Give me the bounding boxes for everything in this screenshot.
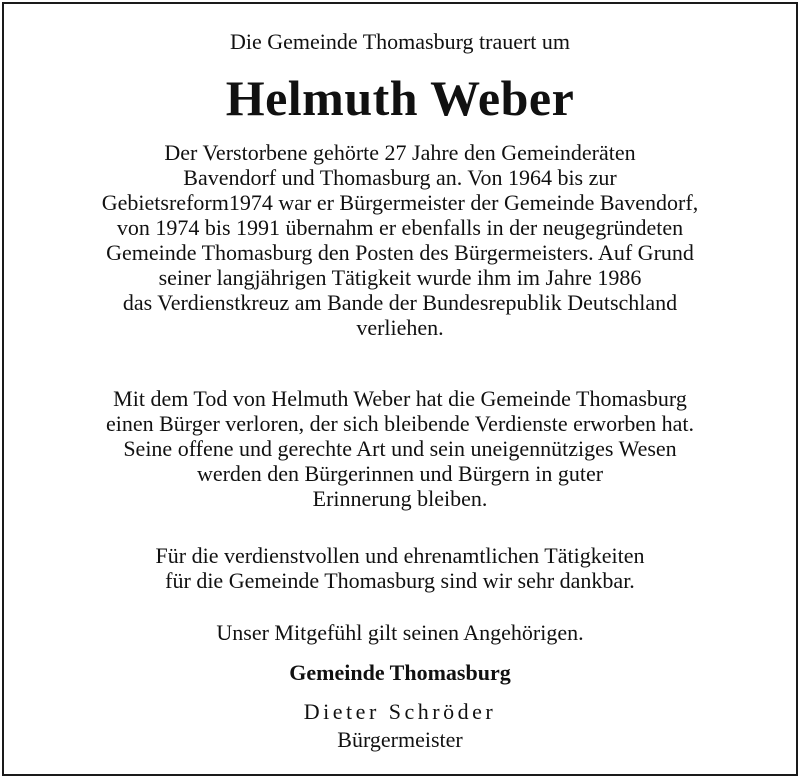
tribute-paragraph-gratitude <box>0 543 800 593</box>
signer-role: Bürgermeister <box>337 727 463 752</box>
text-line: Mit dem Tod von Helmuth Weber hat die Gemeinde Thomasburg <box>113 386 687 411</box>
tribute-paragraph-legacy <box>0 386 800 511</box>
text-line: Erinnerung bleiben. <box>312 486 488 511</box>
text-line: seiner langjährigen Tätigkeit wurde ihm im Jahre 1986 <box>158 265 642 290</box>
text-line: Gemeinde Thomasburg den Posten des Bürgermeisters. Auf Grund <box>106 240 694 265</box>
text-line: Der Verstorbene gehörte 27 Jahre den Gemeinderäten <box>164 140 636 165</box>
tribute-paragraph-career <box>0 140 800 340</box>
text-line: von 1974 bis 1991 übernahm er ebenfalls in der neugegründeten <box>116 215 684 240</box>
text-line: einen Bürger verloren, der sich bleibende Verdienste erworben hat. <box>105 411 695 436</box>
notice-intro: Die Gemeinde Thomasburg trauert um <box>229 29 571 54</box>
organization-name: Gemeinde Thomasburg <box>289 660 511 685</box>
text-line: Gebietsreform1974 war er Bürgermeister der Gemeinde Bavendorf, <box>101 190 699 215</box>
signer-name: Dieter Schröder <box>303 699 497 724</box>
text-line: Seine offene und gerechte Art und sein uneigennütziges Wesen <box>123 436 677 461</box>
text-line: Bavendorf und Thomasburg an. Von 1964 bis zur <box>183 165 617 190</box>
text-line: verliehen. <box>356 315 444 340</box>
text-line: Für die verdienstvollen und ehrenamtlichen Tätigkeiten <box>155 543 645 568</box>
condolence-line: Unser Mitgefühl gilt seinen Angehörigen. <box>216 620 584 645</box>
text-line: das Verdienstkreuz am Bande der Bundesrepublik Deutschland <box>122 290 678 315</box>
text-line: für die Gemeinde Thomasburg sind wir sehr dankbar. <box>165 568 635 593</box>
text-line: werden den Bürgerinnen und Bürgern in guter <box>196 461 604 486</box>
deceased-name: Helmuth Weber <box>225 70 575 126</box>
